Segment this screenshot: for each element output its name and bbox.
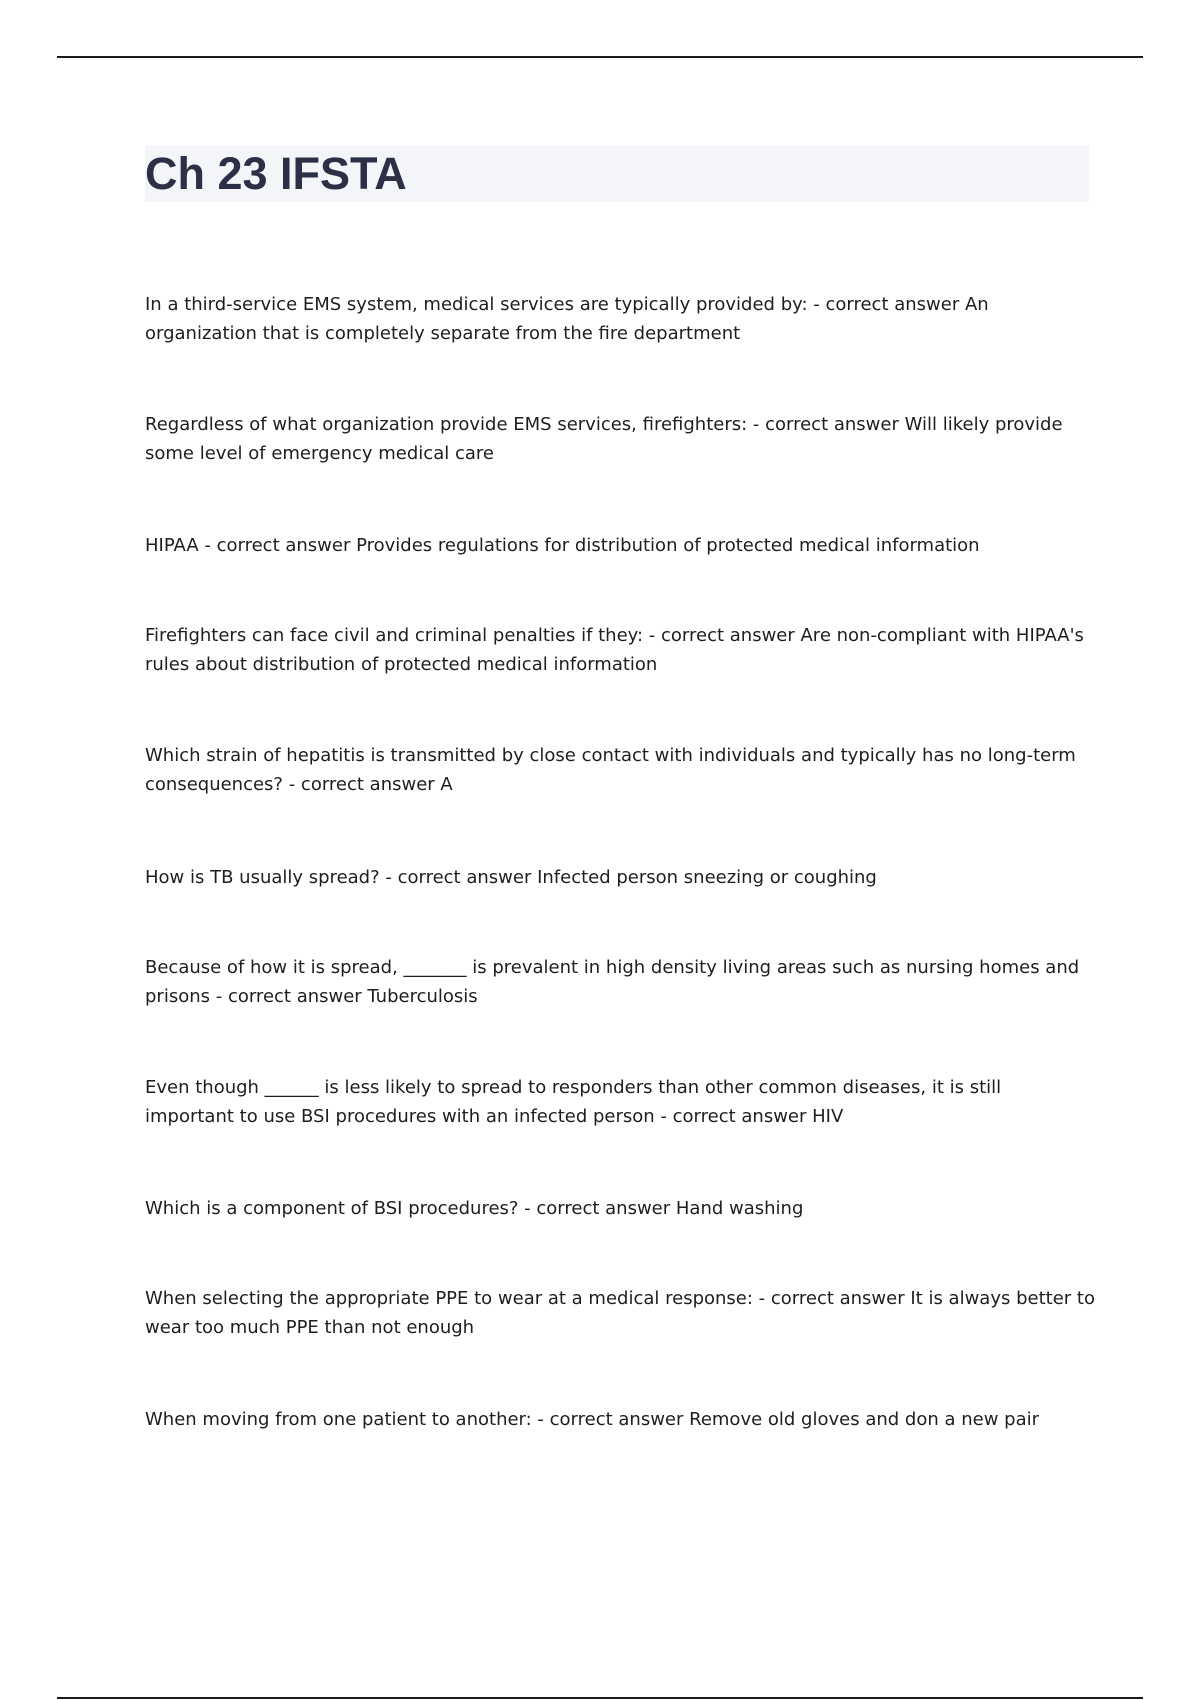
qa-item-4: Firefighters can face civil and criminal penalties if they: - correct answer Are non-compliant with HIPAA's rules about distribution of protected medical information (145, 625, 1084, 675)
qa-item-9: Which is a component of BSI procedures? - correct answer Hand washing (145, 1198, 804, 1219)
qa-item-10: When selecting the appropriate PPE to wear at a medical response: - correct answer It is always better to wear too much PPE than not enough (145, 1288, 1095, 1338)
top-rule (57, 56, 1143, 58)
qa-item-11: When moving from one patient to another: - correct answer Remove old gloves and don a new pair (145, 1409, 1040, 1430)
title-banner (145, 146, 1089, 202)
qa-item-3: HIPAA - correct answer Provides regulations for distribution of protected medical information (145, 535, 980, 556)
page-title: Ch 23 IFSTA (145, 148, 407, 199)
qa-item-7: Because of how it is spread, _______ is prevalent in high density living areas such as nursing homes and prisons - correct answer Tuberculosis (145, 957, 1080, 1007)
qa-item-6: How is TB usually spread? - correct answer Infected person sneezing or coughing (145, 867, 877, 888)
qa-item-2: Regardless of what organization provide EMS services, firefighters: - correct answer Will likely provide some level of emergency medical care (145, 414, 1063, 464)
qa-item-8: Even though ______ is less likely to spread to responders than other common diseases, it is still important to use BSI procedures with an infected person - correct answer HIV (145, 1077, 1002, 1127)
qa-item-1: In a third-service EMS system, medical services are typically provided by: - correct answer An organization that is completely separate from the fire department (145, 294, 989, 344)
qa-item-5: Which strain of hepatitis is transmitted by close contact with individuals and typically has no long-term consequences? - correct answer A (145, 745, 1076, 795)
bottom-rule (57, 1697, 1143, 1699)
